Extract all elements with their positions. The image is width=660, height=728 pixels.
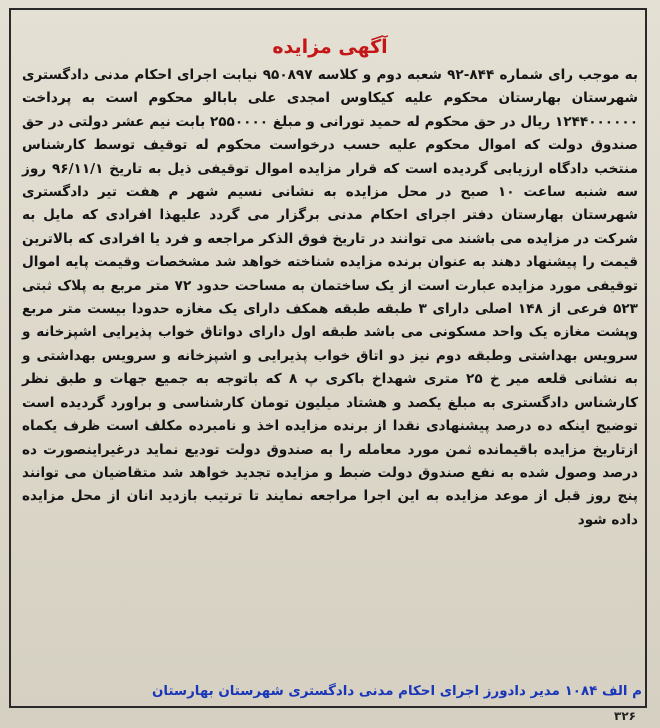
notice-body [22, 64, 638, 532]
page-number: ۳۲۶ [614, 709, 636, 723]
notice-signature: م الف ۱۰۸۴ مدیر دادورز اجرای احکام مدنی دادگستری شهرستان بهارستان [151, 684, 642, 699]
notice-body-text: به موجب رای شماره ۸۴۴-۹۲ شعبه دوم و کلاسه ۹۵۰۸۹۷ نیابت اجرای احکام مدنی دادگستری شهرستان بهارستان محکوم علیه کیکاوس امجدی علی بابالو محکوم است به پرداخت ۱۲۴۴۰۰۰۰۰۰ ریال در حق محکوم له حمید تورانی و مبلغ ۲۵۵۰۰۰۰ بابت نیم عشر دولتی در حق صندوق دولت که اموال محکوم علیه حسب درخواست محکوم له توقیف توسط کارشناس منتخب دادگاه ارزیابی گردیده است که قرار مزایده اموال توقیفی ذیل به تاریخ ۹۶/۱۱/۱ روز سه شنبه ساعت ۱۰ صبح در محل مزایده به نشانی نسیم شهر م هفت تیر دادگستری شهرستان بهارستان دفتر اجرای احکام مدنی برگزار می گردد علیهذا افرادی که مایل به شرکت در مزایده می باشند می توانند در تاریخ فوق الذکر مراجعه و فرد یا افرادی که بالاترین قیمت را پیشنهاد دهند به عنوان برنده مزایده شناخته خواهد شد مشخصات وقیمت پایه اموال توقیفی مورد مزایده عبارت است از یک ساختمان به مساحت حدود ۷۲ متر مربع به پلاک ثبتی ۵۲۳ فرعی از ۱۴۸ اصلی دارای ۳ طبقه طبقه همکف دارای یک مغازه حدودا بیست متر مربع وپشت مغازه یک واحد مسکونی می باشد طبقه اول دارای دواتاق خواب پذیرایی اشپزخانه و سرویس بهداشتی وطبقه دوم نیز دو اتاق خواب پذیرایی و اشپزخانه و سرویس بهداشتی و به نشانی قلعه میر خ ۲۵ متری شهداخ باکری پ ۸ که باتوجه به جمیع جهات و طبق نظر کارشناس دادگستری به مبلغ یکصد و هشتاد میلیون تومان کارشناسی و براورد گردیده است توضیح اینکه ده درصد پیشنهادی نقدا از برنده مزایده اخذ و نامبرده مکلف است ظرف یکماه ازتاریخ مزایده باقیمانده ثمن مورد معامله را به صندوق دولت تودیع نماید درغیراینصورت ده درصد وصول شده به نفع صندوق دولت ضبط و مزایده تجدید خواهد شد متقاضیان می توانند پنج روز قبل از موعد مزایده به این اجرا مراجعه نمایند تا ترتیب بازدید انان از محل مزایده داده شود [22, 67, 639, 528]
notice-title: آگهی مزایده [272, 36, 388, 58]
